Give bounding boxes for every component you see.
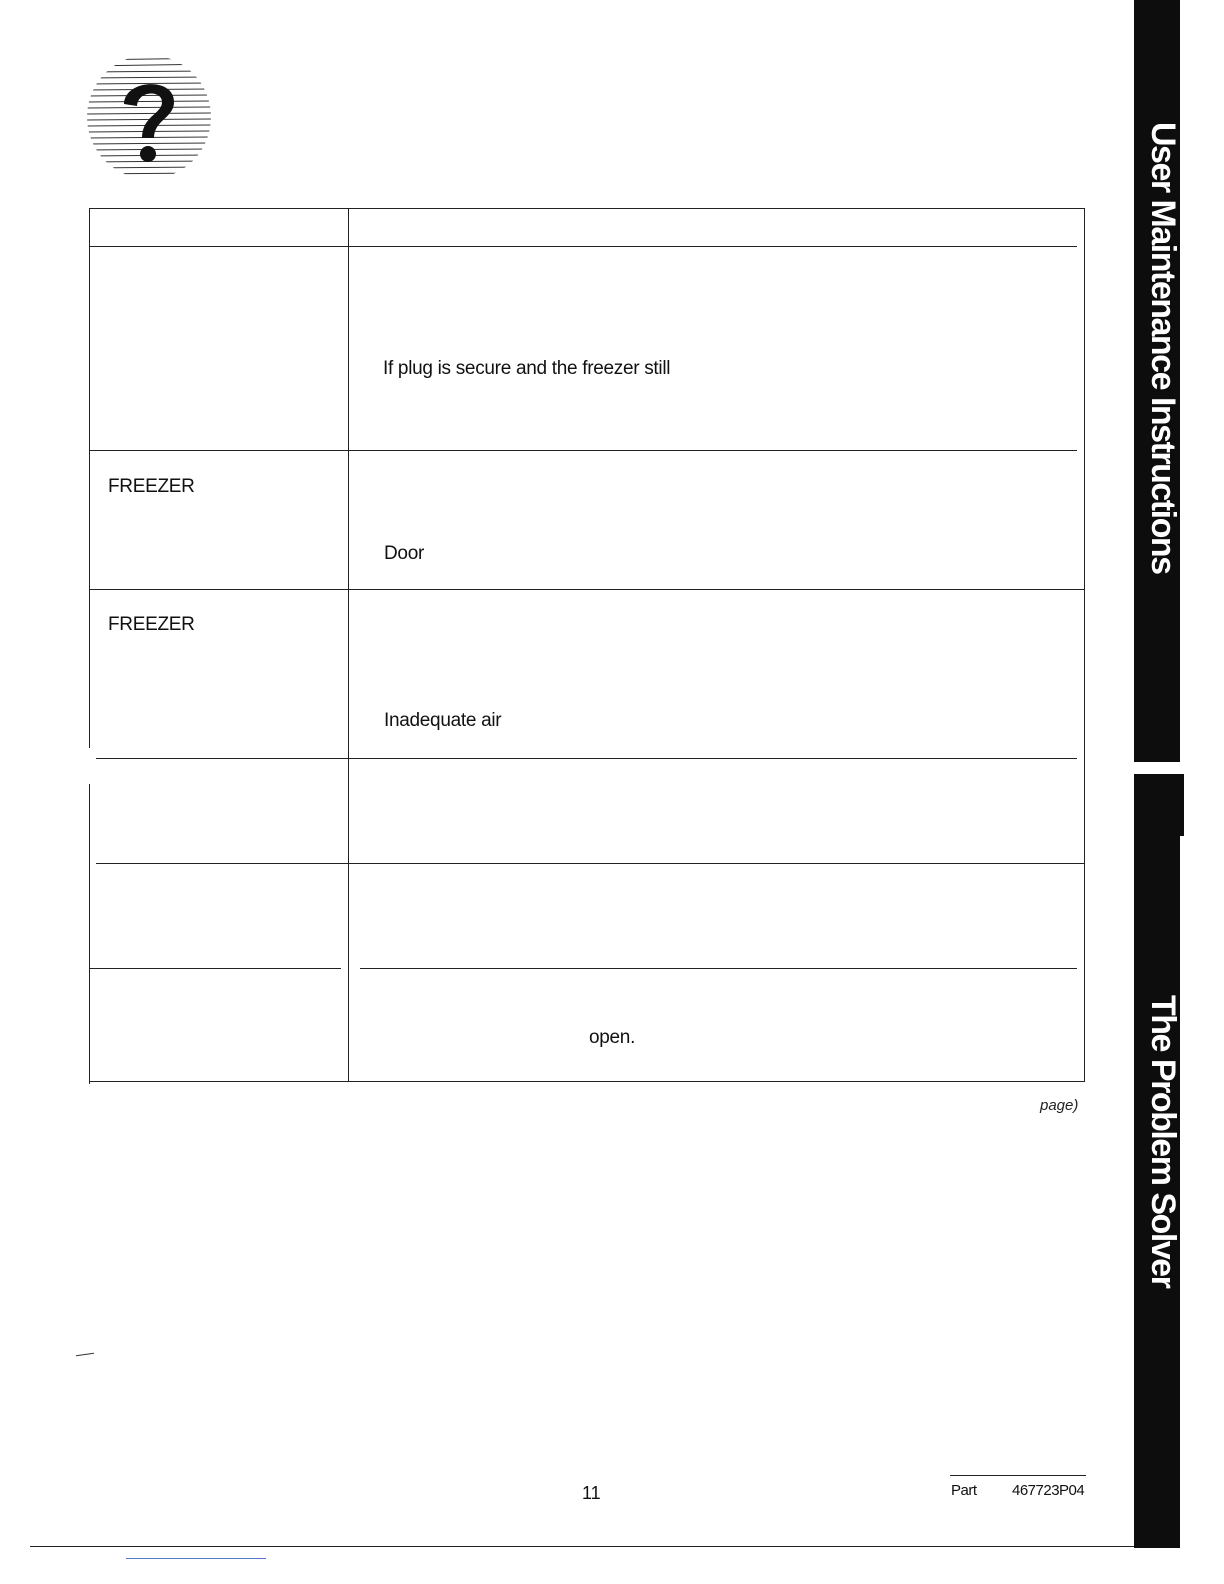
section-tab-label-maintenance: User Maintenance Instructions [1144,122,1182,574]
part-number: 467723P04 [1012,1482,1085,1499]
section-tab-notch [1176,774,1184,836]
row-divider-3 [96,758,1077,759]
table-column-divider [348,208,349,1082]
row-divider-5-left [89,968,341,969]
page-bottom-rule [30,1546,1180,1547]
row-divider-1 [89,450,1077,451]
header-row-divider [89,246,1077,247]
part-number-rule [950,1475,1086,1476]
table-top-border [89,208,1085,209]
row-divider-2 [89,589,1085,590]
question-mark-icon [82,52,217,182]
problem-cell: FREEZER [108,476,195,497]
part-label: Part [951,1482,977,1499]
stray-mark [76,1353,94,1356]
continued-note: page) [1040,1097,1079,1114]
section-tab-gap [1134,762,1182,774]
cause-cell: If plug is secure and the freezer still [383,358,671,379]
page-number: 11 [582,1483,601,1503]
link-underline [126,1558,266,1559]
row-divider-5-right [360,968,1077,969]
table-left-border-lower [89,784,90,1084]
cause-cell: open. [589,1027,636,1048]
section-tab-label-problem-solver: The Problem Solver [1144,995,1182,1288]
cause-cell: Inadequate air [384,710,502,731]
table-bottom-border [89,1081,1085,1082]
cause-cell: Door [384,543,424,564]
problem-cell: FREEZER [108,614,195,635]
table-left-border [89,208,90,748]
table-right-border [1084,208,1085,1082]
row-divider-4 [96,863,1085,864]
